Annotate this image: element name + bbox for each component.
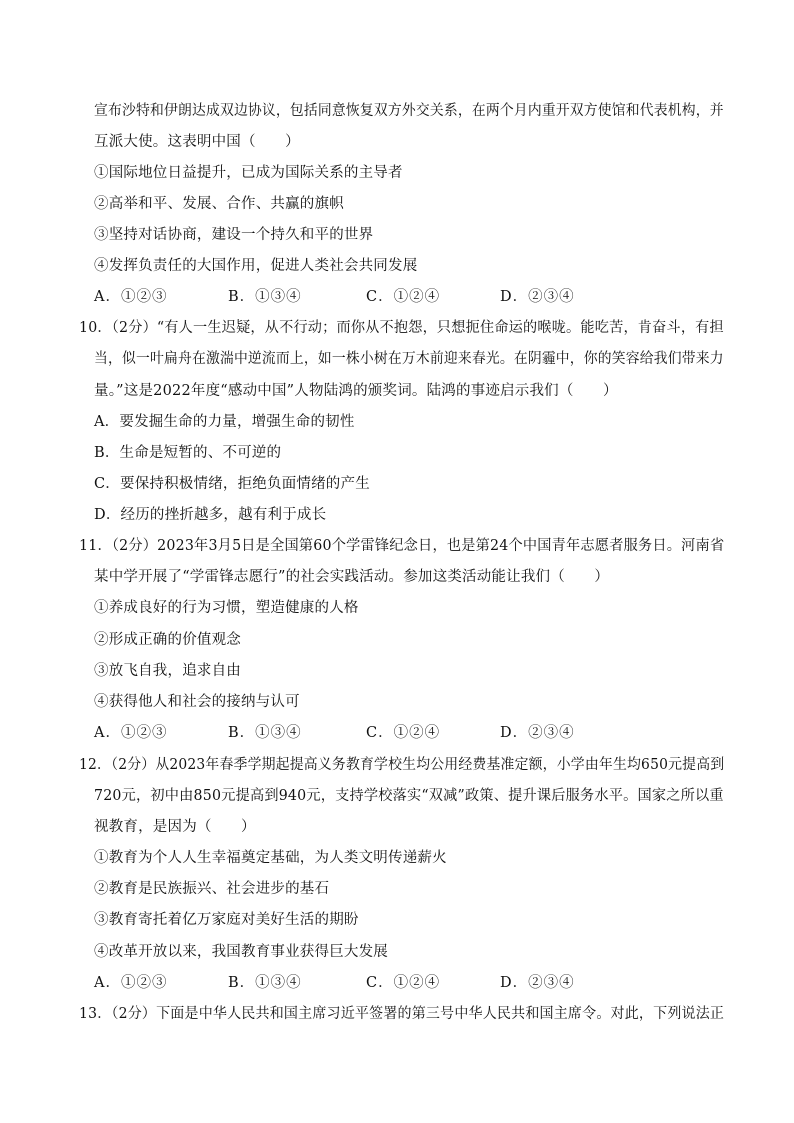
q12-statement-3: ③教育寄托着亿万家庭对美好生活的期盼 bbox=[94, 912, 359, 928]
q9-option-a: A．①②③ bbox=[94, 289, 168, 305]
q9-statement-1: ①国际地位日益提升，已成为国际关系的主导者 bbox=[94, 165, 403, 181]
question-12-line-3: 视教育，是因为（ ） bbox=[94, 819, 256, 835]
question-12-line-1: 12．（2分）从2023年春季学期起提高义务教育学校生均公用经费基准定额，小学由年生均650元提高到 bbox=[79, 757, 725, 773]
q11-option-b: B．①③④ bbox=[228, 725, 302, 741]
q11-option-d: D．②③④ bbox=[500, 725, 575, 741]
q12-option-d: D．②③④ bbox=[500, 975, 575, 991]
question-9-text-line-1: 宣布沙特和伊朗达成双边协议，包括同意恢复双方外交关系，在两个月内重开双方使馆和代表机构，并 bbox=[94, 103, 724, 119]
question-11-line-1: 11．（2分）2023年3月5日是全国第60个学雷锋纪念日，也是第24个中国青年志愿者服务日。河南省 bbox=[79, 538, 725, 554]
q10-option-d: D．经历的挫折越多，越有利于成长 bbox=[94, 507, 327, 523]
q12-option-a: A．①②③ bbox=[94, 975, 168, 991]
question-10-line-2: 当，似一叶扁舟在激湍中逆流而上，如一株小树在万木前迎来春光。在阴霾中，你的笑容给我们带来力 bbox=[94, 351, 724, 367]
q10-option-a: A．要发掘生命的力量，增强生命的韧性 bbox=[94, 414, 355, 430]
question-13-line-1: 13．（2分）下面是中华人民共和国主席习近平签署的第三号中华人民共和国主席令。对此，下列说法正 bbox=[79, 1006, 725, 1022]
q10-option-b: B．生命是短暂的、不可逆的 bbox=[94, 445, 282, 461]
question-11-line-2: 某中学开展了“学雷锋志愿行”的社会实践活动。参加这类活动能让我们（ ） bbox=[94, 569, 610, 585]
q12-statement-2: ②教育是民族振兴、社会进步的基石 bbox=[94, 881, 330, 897]
question-10-line-1: 10．（2分）“有人一生迟疑，从不行动；而你从不抱怨，只想扼住命运的喉咙。能吃苦，肯奋斗，有担 bbox=[79, 320, 724, 336]
q9-statement-4: ④发挥负责任的大国作用，促进人类社会共同发展 bbox=[94, 258, 418, 274]
question-10-line-3: 量。”这是2022年度“感动中国”人物陆鸿的颁奖词。陆鸿的事迹启示我们（ ） bbox=[94, 383, 618, 399]
q9-statement-2: ②高举和平、发展、合作、共赢的旗帜 bbox=[94, 196, 344, 212]
q11-statement-3: ③放飞自我，追求自由 bbox=[94, 663, 241, 679]
q12-option-b: B．①③④ bbox=[228, 975, 302, 991]
question-9-text-line-2: 互派大使。这表明中国（ ） bbox=[94, 134, 300, 150]
question-12-line-2: 720元，初中由850元提高到940元，支持学校落实“双减”政策、提升课后服务水平。国家之所以重 bbox=[94, 788, 724, 804]
q10-option-c: C．要保持积极情绪，拒绝负面情绪的产生 bbox=[94, 476, 370, 492]
q11-statement-4: ④获得他人和社会的接纳与认可 bbox=[94, 694, 300, 710]
q11-option-a: A．①②③ bbox=[94, 725, 168, 741]
q11-statement-1: ①养成良好的行为习惯，塑造健康的人格 bbox=[94, 600, 359, 616]
q11-statement-2: ②形成正确的价值观念 bbox=[94, 632, 241, 648]
q12-statement-4: ④改革开放以来，我国教育事业获得巨大发展 bbox=[94, 944, 388, 960]
q12-statement-1: ①教育为个人人生幸福奠定基础，为人类文明传递薪火 bbox=[94, 850, 447, 866]
q9-statement-3: ③坚持对话协商，建设一个持久和平的世界 bbox=[94, 227, 374, 243]
q12-option-c: C．①②④ bbox=[366, 975, 441, 991]
q11-option-c: C．①②④ bbox=[366, 725, 441, 741]
q9-option-c: C．①②④ bbox=[366, 289, 441, 305]
q9-option-b: B．①③④ bbox=[228, 289, 302, 305]
q9-option-d: D．②③④ bbox=[500, 289, 575, 305]
